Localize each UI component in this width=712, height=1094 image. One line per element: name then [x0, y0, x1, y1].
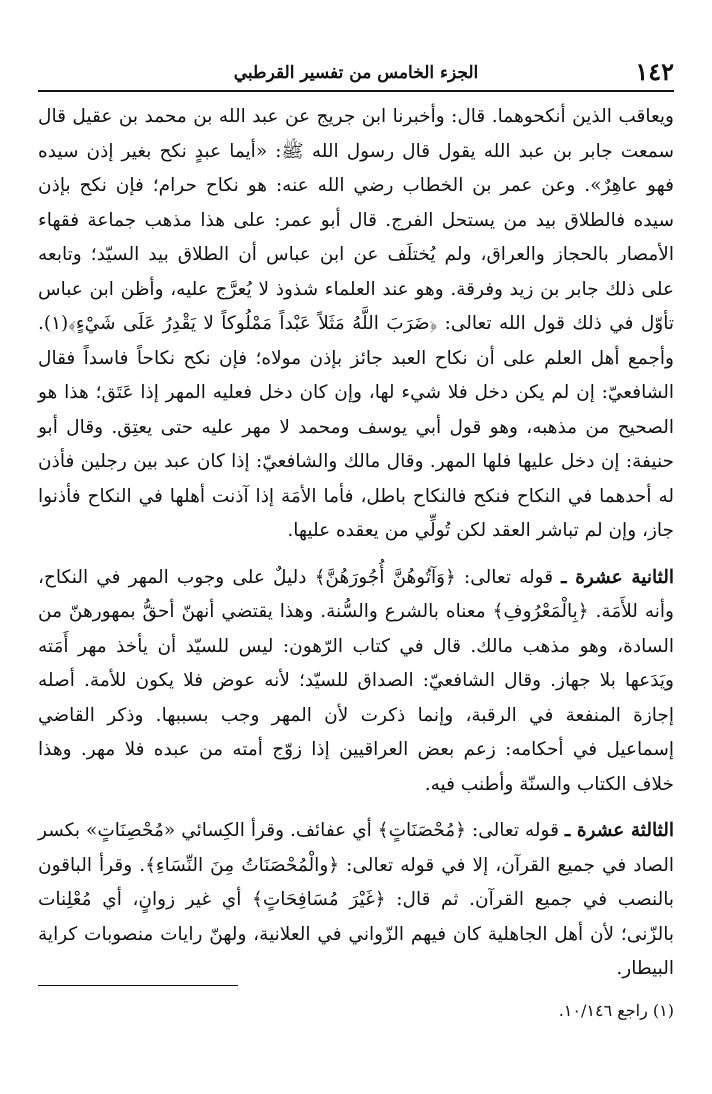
running-title: الجزء الخامس من تفسير القرطبي [233, 63, 479, 83]
body-text [38, 100, 674, 987]
paragraph-2-lead: الثانية عشرة ـ [561, 566, 674, 588]
paragraph-1 [38, 100, 674, 549]
paragraph-2 [38, 561, 674, 803]
paragraph-3 [38, 814, 674, 987]
page-header [38, 56, 674, 92]
footnote-divider [38, 985, 238, 986]
page [38, 56, 674, 987]
page-number: ١٤٢ [635, 57, 674, 86]
paragraph-3-lead: الثالثة عشرة ـ [564, 820, 674, 841]
paragraph-3-text: قوله تعالى: ﴿مُحْصَنَاتٍ﴾ أي عفائف. وقرأ الكِسائي «مُحْصِنَاتٍ» بكسر الصاد في جميع القرآن، إلا في قوله تعالى: ﴿والْمُحْصَنَاتُ مِنَ النِّسَاءِ﴾. وقرأ الباقون بالنصب في جميع القرآن. ثم قال: ﴿غَيْرَ مُسَافِحَاتٍ﴾ أي غير زوانٍ، أي مُعْلِنات بالزّنى؛ لأن أهل الجاهلية كان فيهم الزّواني في العلانية، ولهنّ رايات منصوبات كراية البيطار. [38, 820, 674, 979]
paragraph-1-text: ويعاقب الذين أنكحوهما. قال: وأخبرنا ابن جريج عن عبد الله بن محمد بن عقيل قال سمعت جابر بن عبد الله يقول قال رسول الله ﷺ: «أيما عبدٍ نكح بغير إذن سيده فهو عاهِرٌ». وعن عمر بن الخطاب رضي الله عنه: هو نكاح حرام؛ فإن نكح بإذن سيده فالطلاق بيد من يستحل الفرج. قال أبو عمر: على هذا مذهب جماعة فقهاء الأمصار بالحجاز والعراق، ولم يُختلَف عن ابن عباس أن الطلاق بيد السيّد؛ وتابعه على ذلك جابر بن زيد وفرقة. وهو عند العلماء شذوذ لا يُعرَّج عليه، وأظن ابن عباس تأوّل في ذلك قول الله تعالى: ﴿ضَرَبَ اللَّهُ مَثَلاً عَبْداً مَمْلُوكاً لا يَقْدِرُ عَلَى شَيْءٍ﴾(١). وأجمع أهل العلم على أن نكاح العبد جائز بإذن مولاه؛ فإن نكح نكاحاً فاسداً فقال الشافعيّ: إن لم يكن دخل فلا شيء لها، وإن كان دخل فعليه المهر إذا عَتَق؛ هذا هو الصحيح من مذهبه، وهو قول أبي يوسف ومحمد لا مهر عليه حتى يعتِق. وقال أبو حنيفة: إن دخل عليها فلها المهر. وقال مالك والشافعيّ: إذا كان عبد بين رجلين فأذن له أحدهما في النكاح فنكح فالنكاح باطل، فأما الأمَة إذا آذنت أهلها في النكاح فأذنوا جاز، وإن لم تباشر العقد لكن تُولِّي من يعقده عليها. [38, 106, 674, 541]
footnote: (١) راجع ١٠/١٤٦. [558, 1001, 674, 1020]
paragraph-2-text: قوله تعالى: ﴿وَآتُوهُنَّ أُجُورَهُنَّ﴾ دليلٌ على وجوب المهر في النكاح، وأنه للأَمَة. ﴿بِالْمَعْرُوفِ﴾ معناه بالشرع والسُّنة. وهذا يقتضي أنهنّ أحقُّ بمهورهنّ من السادة، وهو مذهب مالك. قال في كتاب الرّهون: ليس للسيّد أن يأخذ مهر أَمَته ويَدَعها بلا جهاز. وقال الشافعيّ: الصداق للسيّد؛ لأنه عوض فلا يكون للأمة. أصله إجازة المنفعة في الرقبة، وإنما ذكرت لأن المهر وجب بسببها. وذكر القاضي إسماعيل في أحكامه: زعم بعض العراقيين إذا زوّج أمته من عبده فلا مهر. وهذا خلاف الكتاب والسنّة وأطنب فيه. [38, 566, 674, 795]
